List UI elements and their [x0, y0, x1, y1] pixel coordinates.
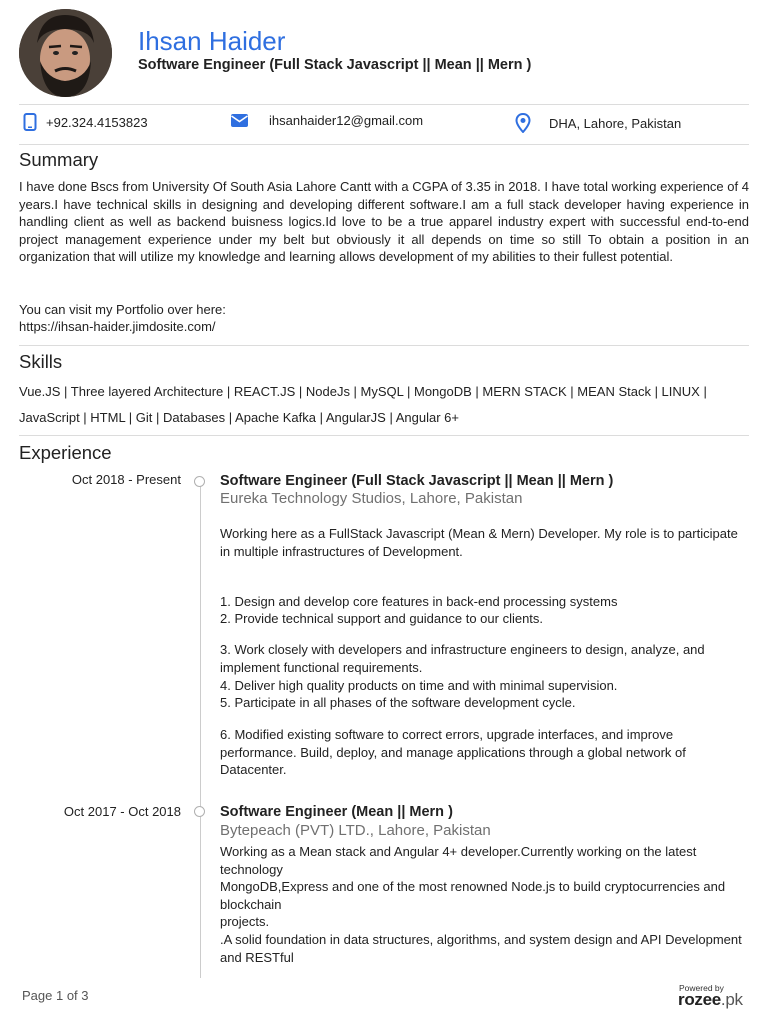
job-role: Software Engineer (Mean || Mern )	[220, 804, 453, 820]
skills-divider	[19, 435, 749, 436]
job-company: Eureka Technology Studios, Lahore, Pakistan	[220, 490, 523, 507]
job-point-2: 2. Provide technical support and guidance to our clients.	[220, 611, 544, 626]
rozee-logo	[678, 990, 743, 1010]
candidate-headline: Software Engineer (Full Stack Javascript || Mean || Mern )	[138, 57, 532, 73]
page-number: Page 1 of 3	[22, 988, 89, 1003]
job-point-4: 4. Deliver high quality products on time and with minimal supervision.	[220, 678, 618, 693]
job-company: Bytepeach (PVT) LTD., Lahore, Pakistan	[220, 822, 491, 839]
portfolio-link[interactable]: https://ihsan-haider.jimdosite.com/	[19, 319, 216, 334]
job-dates: Oct 2017 - Oct 2018	[63, 804, 181, 819]
summary-divider	[19, 345, 749, 346]
profile-photo-illustration	[19, 9, 112, 97]
portfolio-label: You can visit my Portfolio over here:	[19, 302, 226, 317]
job-dates: Oct 2018 - Present	[71, 472, 181, 487]
map-pin-icon	[515, 113, 531, 133]
header-divider	[19, 104, 749, 105]
job-point-6: 6. Modified existing software to correct errors, upgrade interfaces, and improve performance. Build, deploy, and manage applications through a global network of Datacenter.	[220, 727, 686, 778]
job-description-line-1: Working as a Mean stack and Angular 4+ developer.Currently working on the latest technology	[220, 844, 697, 877]
rozee-logo-suffix: .pk	[720, 990, 743, 1009]
location-text: DHA, Lahore, Pakistan	[549, 115, 682, 131]
rozee-logo-text: rozee	[678, 990, 721, 1009]
job-description-line-4: .A solid foundation in data structures, algorithms, and system design and API Development and RESTful	[220, 932, 742, 965]
envelope-icon	[230, 113, 249, 128]
contact-phone[interactable]	[23, 113, 148, 131]
powered-by-label: Powered by	[679, 983, 724, 993]
summary-title: Summary	[19, 149, 99, 170]
phone-number: +92.324.4153823	[46, 114, 148, 130]
skills-line-1: Vue.JS | Three layered Architecture | REACT.JS | NodeJs | MySQL | MongoDB | MERN STACK | MEAN Stack | LINUX |	[19, 384, 707, 399]
contact-divider	[19, 144, 749, 145]
candidate-name: Ihsan Haider	[138, 26, 286, 56]
job-point-5: 5. Participate in all phases of the software development cycle.	[220, 695, 576, 710]
job-description-line-3: projects.	[220, 914, 270, 929]
skills-title: Skills	[19, 351, 63, 372]
experience-title: Experience	[19, 442, 112, 463]
profile-photo	[19, 9, 112, 97]
timeline-dot	[194, 476, 205, 487]
skills-line-2: JavaScript | HTML | Git | Databases | Apache Kafka | AngularJS | Angular 6+	[19, 410, 459, 425]
email-address: ihsanhaider12@gmail.com	[269, 113, 424, 128]
job-intro: Working here as a FullStack Javascript (Mean & Mern) Developer. My role is to participate in multiple infrastructures of Development.	[220, 526, 738, 559]
job-role: Software Engineer (Full Stack Javascript || Mean || Mern )	[220, 473, 614, 489]
phone-icon	[23, 113, 37, 131]
job-description-line-2: MongoDB,Express and one of the most renowned Node.js to build cryptocurrencies and blockchain	[220, 879, 726, 912]
timeline-line	[200, 486, 201, 978]
contact-location	[515, 113, 681, 133]
job-point-1: 1. Design and develop core features in back-end processing systems	[220, 594, 618, 609]
timeline-dot	[194, 806, 205, 817]
job-point-3: 3. Work closely with developers and infrastructure engineers to design, analyze, and implement functional requirements.	[220, 642, 705, 675]
contact-email[interactable]	[230, 113, 423, 128]
summary-text: I have done Bscs from University Of South Asia Lahore Cantt with a CGPA of 3.35 in 2018. I have total working experience of 4 years.I have technical skills in designing and developing different software.I am a full stack developer having experience in handling client as well as backend buisness logics.Id love to be a true apparel industry expert with successful end-to-end project management experience under my belt but obviously it all depends on time so still To obtain a position in an organization that will utilize my knowledge and learning allows development of my abilities to their fullest potential.	[19, 179, 749, 265]
